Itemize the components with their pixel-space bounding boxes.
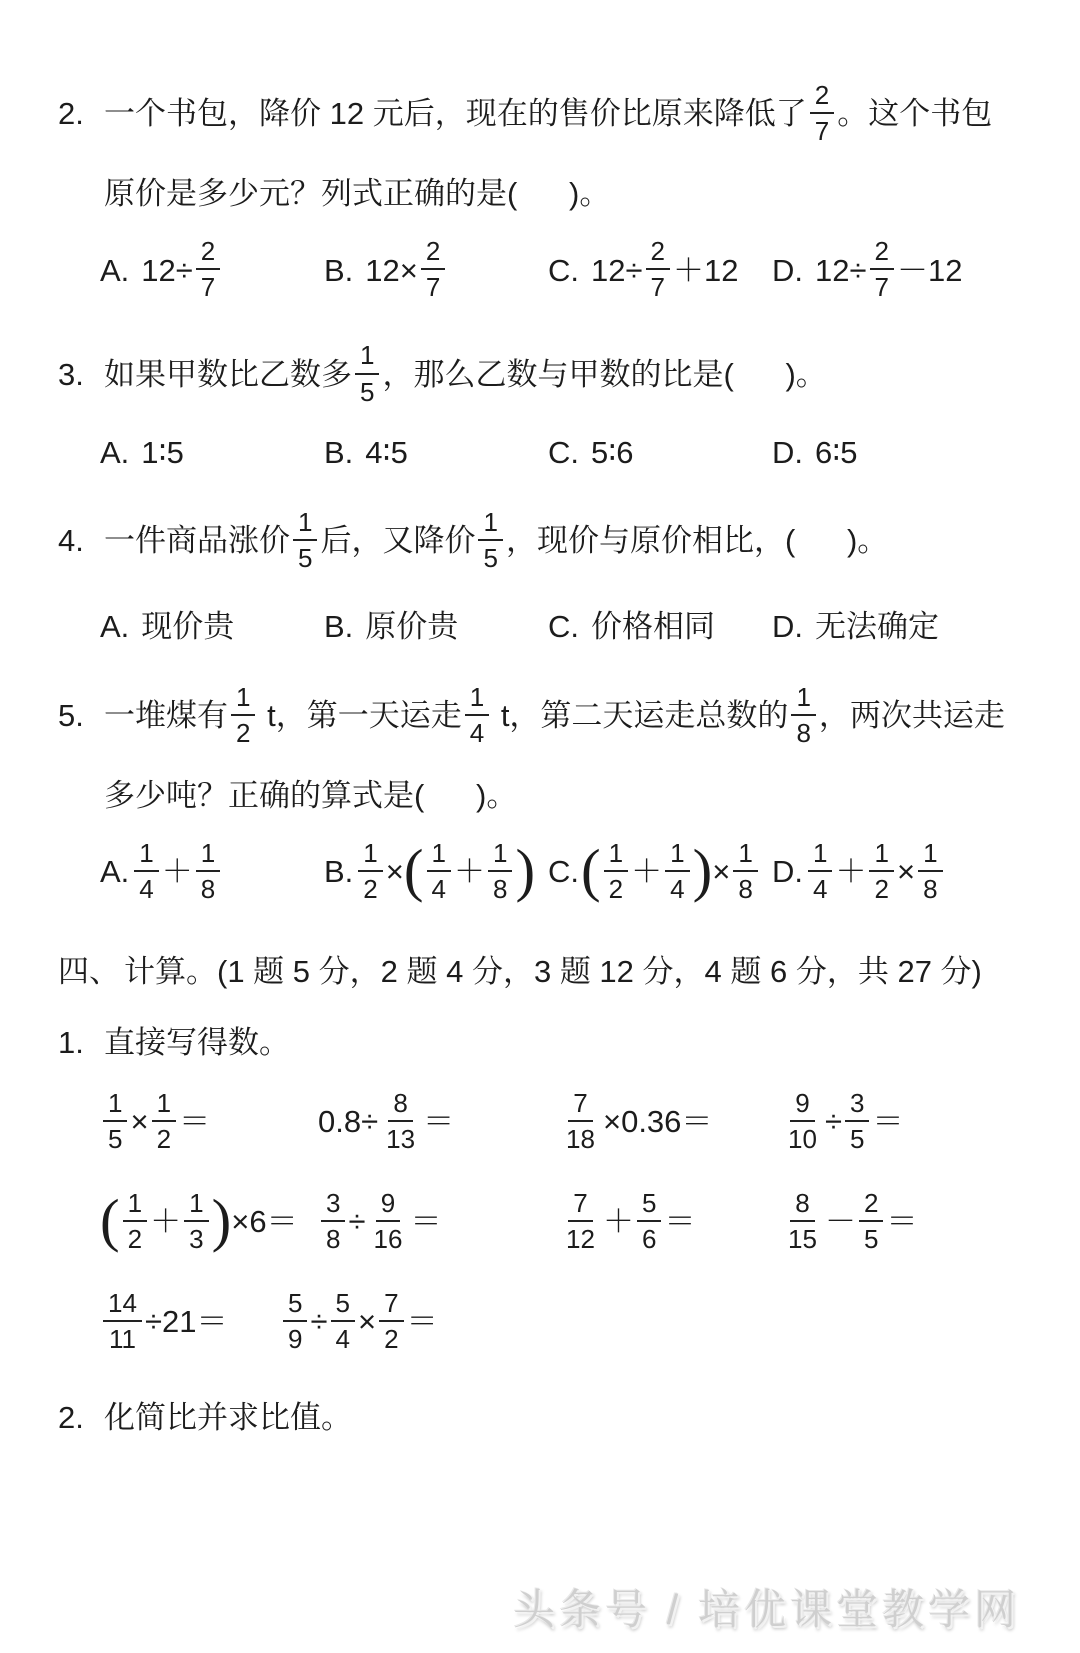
fraction: $\frac{8}{15}$	[788, 1188, 817, 1255]
fraction: $\frac{8}{13}$	[386, 1088, 416, 1155]
question-3-options	[58, 435, 1022, 471]
fraction: $\frac{1}{4}$	[427, 839, 451, 903]
calc-expression: $\frac{14}{11}$ ÷21＝	[100, 1292, 280, 1356]
fraction: $\frac{1}{8}$	[918, 839, 942, 903]
option-label: A.	[100, 608, 130, 644]
option-label: D.	[772, 854, 803, 890]
calc-row-3	[58, 1288, 1022, 1356]
fraction: $\frac{5}{9}$	[283, 1289, 307, 1353]
question-3-text: 如果甲数比乙数多 $\frac{1}{5}$ ，那么乙数与甲数的比是( )。	[104, 340, 827, 407]
calc-expression: $\frac{9}{10}$ ÷ $\frac{3}{5}$ ＝	[780, 1092, 1022, 1156]
question-3-line-1	[58, 340, 1022, 408]
question-5-option-c	[548, 838, 772, 906]
calc-expression: $\frac{7}{18}$ ×0.36＝	[558, 1092, 780, 1156]
fraction: $\frac{1}{2}$	[152, 1089, 176, 1153]
calc-expression: $\frac{5}{9}$ ÷ $\frac{5}{4}$ × $\frac{7}{2}$ ＝	[280, 1292, 1022, 1356]
calc-expression: $\frac{1}{5}$ × $\frac{1}{2}$ ＝	[100, 1092, 318, 1156]
question-4	[58, 506, 1022, 646]
fraction: $\frac{5}{6}$	[637, 1189, 661, 1253]
option-expression: 6∶5	[815, 434, 858, 470]
fraction: $\frac{1}{4}$	[134, 839, 158, 903]
option-label: B.	[324, 252, 354, 288]
option-label: C.	[548, 608, 579, 644]
question-3-number: 3.	[58, 356, 84, 392]
calc-expression: 0.8÷ $\frac{8}{13}$ ＝	[318, 1088, 455, 1155]
calc-row-2	[58, 1188, 1022, 1256]
fraction: $\frac{1}{2}$	[869, 839, 893, 903]
calc-expression: $\frac{8}{15}$ － $\frac{2}{5}$ ＝	[780, 1192, 1022, 1256]
question-4-number: 4.	[58, 522, 84, 558]
fraction: $\frac{3}{8}$	[321, 1189, 345, 1253]
calc-expression: $\frac{7}{12}$ ＋ $\frac{5}{6}$ ＝	[558, 1192, 780, 1256]
question-4-option-d	[772, 601, 1022, 646]
option-label: D.	[772, 434, 803, 470]
section-four-item-2	[58, 1392, 1022, 1437]
item-2-number: 2.	[58, 1400, 84, 1436]
fraction: $\frac{1}{2}$	[604, 839, 628, 903]
fraction: $\frac{1}{2}$	[358, 839, 382, 903]
section-four-title: 计算。(1 题 5 分，2 题 4 分，3 题 12 分，4 题 6 分，共 27 分)	[124, 954, 982, 990]
question-2-text: 一个书包，降价 12 元后，现在的售价比原来降低了 $\frac{2}{7}$ 。这个书包	[104, 80, 993, 147]
option-label: C.	[548, 252, 579, 288]
question-5-text: 一堆煤有 $\frac{1}{2}$ t，第一天运走 $\frac{1}{4}$ t，第二天运走总数的 $\frac{1}{8}$ ，两次共运走	[104, 681, 1005, 748]
fraction: $\frac{1}{8}$	[488, 839, 512, 903]
fraction: $\frac{1}{3}$	[184, 1189, 208, 1253]
fraction: $\frac{14}{11}$	[103, 1289, 142, 1353]
option-expression: 12÷ $\frac{2}{7}$	[141, 253, 223, 288]
fraction: $\frac{2}{7}$	[810, 81, 834, 145]
fraction: $\frac{5}{4}$	[331, 1289, 355, 1353]
fraction: $\frac{7}{18}$	[566, 1088, 595, 1155]
fraction: $\frac{1}{5}$	[355, 341, 379, 405]
fraction: $\frac{1}{4}$	[665, 839, 689, 903]
question-2	[58, 80, 1022, 304]
question-2-option-c	[548, 236, 772, 304]
question-5-options	[58, 838, 1022, 906]
option-expression: 12÷ $\frac{2}{7}$ －12	[815, 236, 963, 303]
option-label: C.	[548, 854, 579, 890]
question-4-options	[58, 601, 1022, 646]
option-expression: 4∶5	[365, 434, 408, 470]
fraction: $\frac{2}{7}$	[870, 237, 894, 301]
fraction: $\frac{7}{2}$	[379, 1289, 403, 1353]
option-text: 价格相同	[591, 608, 715, 644]
fraction: $\frac{2}{7}$	[196, 237, 220, 301]
fraction: $\frac{1}{5}$	[103, 1089, 127, 1153]
section-four-item-1	[58, 1017, 1022, 1062]
question-5	[58, 681, 1022, 906]
option-expression: 12× $\frac{2}{7}$	[365, 253, 448, 288]
fraction: $\frac{1}{4}$	[465, 683, 489, 747]
item-2-title: 化简比并求比值。	[104, 1400, 352, 1436]
question-4-option-a	[100, 601, 324, 646]
fraction: $\frac{1}{8}$	[791, 683, 815, 747]
option-label: B.	[324, 608, 354, 644]
fraction: $\frac{9}{16}$	[373, 1188, 403, 1255]
question-4-option-c	[548, 601, 772, 646]
question-2-options	[58, 236, 1022, 304]
calc-expression: ( $\frac{1}{2}$ ＋ $\frac{1}{3}$ )×6＝	[100, 1188, 298, 1255]
option-label: B.	[324, 854, 354, 890]
option-label: C.	[548, 434, 579, 470]
option-expression: $\frac{1}{4}$ ＋ $\frac{1}{8}$	[131, 854, 223, 889]
fraction: $\frac{1}{8}$	[196, 839, 220, 903]
calc-row-1	[58, 1088, 1022, 1156]
item-1-number: 1.	[58, 1025, 84, 1061]
item-1-title: 直接写得数。	[104, 1025, 290, 1061]
option-text: 无法确定	[815, 608, 939, 644]
question-2-option-d	[772, 236, 1022, 304]
question-5-option-d	[772, 838, 1022, 906]
question-3-option-b	[324, 435, 548, 471]
fraction: $\frac{1}{8}$	[733, 839, 757, 903]
question-3-option-a	[100, 435, 324, 471]
watermark-text: 头条号 / 培优课堂教学网	[512, 1586, 1020, 1633]
section-four-heading	[58, 946, 1022, 991]
option-text: 原价贵	[365, 608, 459, 644]
fraction: $\frac{2}{7}$	[646, 237, 670, 301]
option-label: D.	[772, 608, 803, 644]
question-3	[58, 340, 1022, 470]
question-3-option-c	[548, 435, 772, 471]
fraction: $\frac{2}{7}$	[421, 237, 445, 301]
question-4-option-b	[324, 601, 548, 646]
option-expression: 5∶6	[591, 434, 634, 470]
fraction: $\frac{3}{5}$	[845, 1089, 869, 1153]
question-5-option-a	[100, 838, 324, 906]
option-expression: $\frac{1}{2}$ ×( $\frac{1}{4}$ ＋ $\frac{1}{8}$ )	[355, 854, 535, 889]
fraction: $\frac{1}{4}$	[808, 839, 832, 903]
option-text: 现价贵	[141, 608, 235, 644]
question-5-number: 5.	[58, 697, 84, 733]
option-expression: 12÷ $\frac{2}{7}$ ＋12	[591, 236, 739, 303]
question-2-number: 2.	[58, 96, 84, 132]
question-2-option-b	[324, 236, 548, 304]
question-2-option-a	[100, 236, 324, 304]
question-4-line-1	[58, 506, 1022, 575]
question-4-text: 一件商品涨价 $\frac{1}{5}$ 后，又降价 $\frac{1}{5}$ ，现价与原价相比，( )。	[104, 506, 889, 573]
fraction: $\frac{9}{10}$	[788, 1088, 817, 1155]
question-3-option-d	[772, 435, 1022, 471]
option-label: A.	[100, 854, 130, 890]
option-label: B.	[324, 434, 354, 470]
question-2-line-2: 原价是多少元？列式正确的是( )。	[104, 176, 611, 212]
question-5-option-b	[324, 838, 548, 906]
calc-expression: $\frac{3}{8}$ ÷ $\frac{9}{16}$ ＝	[318, 1192, 558, 1256]
option-expression: $\frac{1}{4}$ ＋ $\frac{1}{2}$ × $\frac{1}{8}$	[805, 854, 946, 889]
fraction: $\frac{1}{5}$	[478, 508, 502, 572]
option-label: A.	[100, 434, 130, 470]
fraction: $\frac{2}{5}$	[859, 1189, 883, 1253]
option-expression: 1∶5	[141, 434, 184, 470]
option-expression: ( $\frac{1}{2}$ ＋ $\frac{1}{4}$ )× $\frac{1}{8}$	[581, 854, 761, 889]
fraction: $\frac{1}{2}$	[231, 683, 255, 747]
question-5-line-2: 多少吨？正确的算式是( )。	[104, 777, 518, 813]
option-label: A.	[100, 252, 130, 288]
question-2-line-1	[58, 80, 1022, 148]
fraction: $\frac{1}{5}$	[293, 508, 317, 572]
section-four-number: 四、	[58, 954, 120, 990]
option-label: D.	[772, 252, 803, 288]
question-5-line-1	[58, 681, 1022, 750]
fraction: $\frac{7}{12}$	[566, 1188, 595, 1255]
fraction: $\frac{1}{2}$	[123, 1189, 147, 1253]
